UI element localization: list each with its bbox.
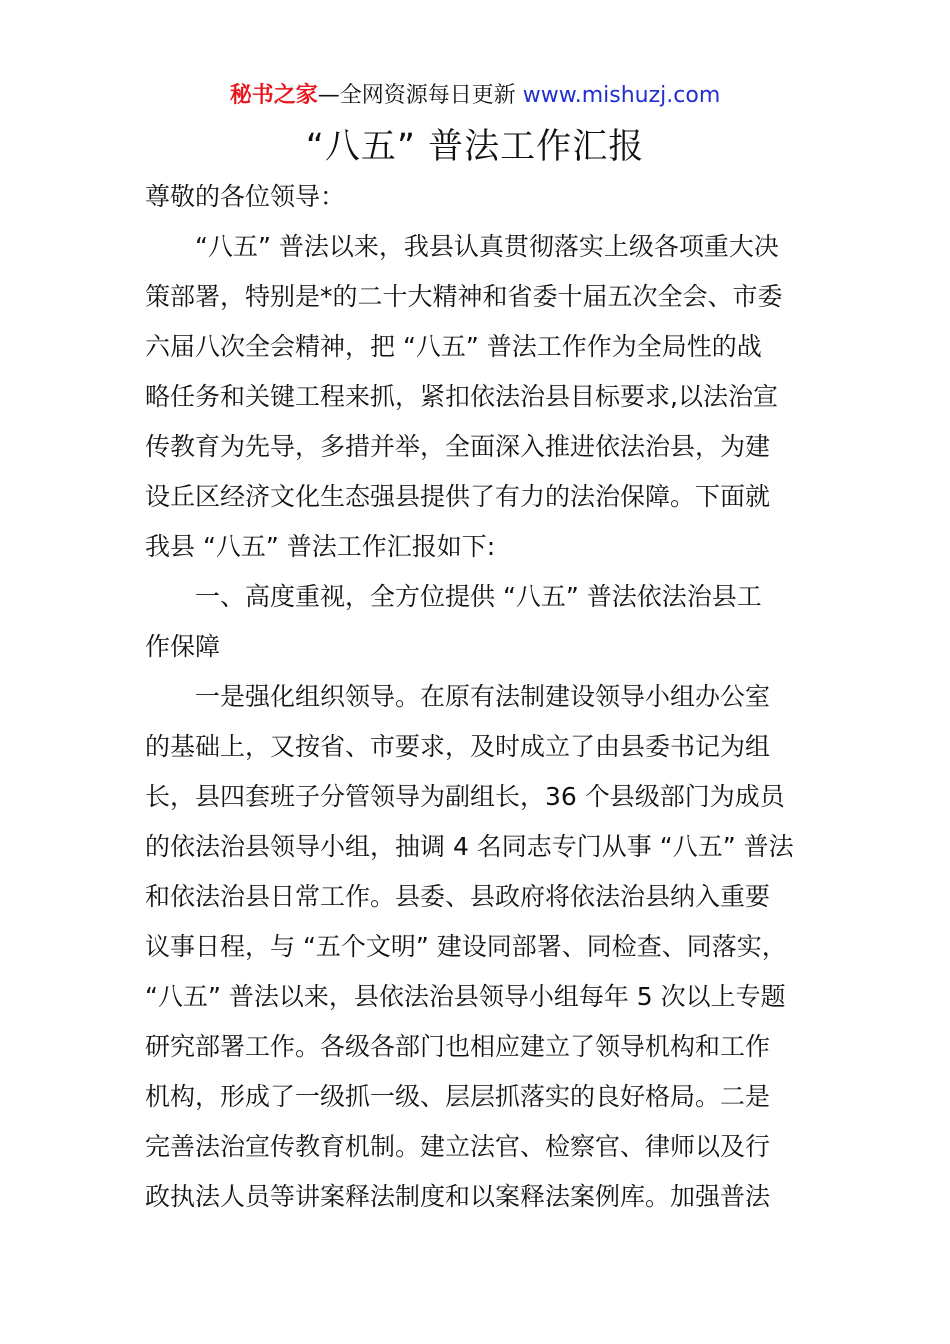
site-url-link[interactable]: www.mishuzj.com [522, 83, 721, 108]
brand-name: 秘书之家 [229, 83, 318, 108]
paragraph-line: 长，县四套班子分管领导为副组长，36 个县级部门为成员 [145, 782, 785, 811]
paragraph-line: 略任务和关键工程来抓，紧扣依法治县目标要求,以法治宣 [145, 382, 778, 411]
paragraph-line: 一是强化组织领导。在原有法制建设领导小组办公室 [195, 682, 771, 711]
header-tagline: —全网资源每日更新 [317, 83, 523, 108]
paragraph-line: 策部署，特别是*的二十大精神和省委十届五次全会、市委 [145, 282, 783, 311]
paragraph-line: 的基础上，又按省、市要求，及时成立了由县委书记为组 [145, 732, 771, 761]
site-header [0, 80, 950, 112]
paragraph-line: 我县 “八五” 普法工作汇报如下: [145, 532, 496, 561]
paragraph-line: 设丘区经济文化生态强县提供了有力的法治保障。下面就 [145, 482, 771, 511]
section-heading-line: 作保障 [145, 632, 221, 661]
paragraph-line: 议事日程，与 “五个文明” 建设同部署、同检查、同落实， [145, 932, 787, 961]
paragraph-line: 传教育为先导，多措并举，全面深入推进依法治县，为建 [145, 432, 771, 461]
section-heading-line: 一、高度重视，全方位提供 “八五” 普法依法治县工 [195, 582, 762, 611]
paragraph-line: 六届八次全会精神，把 “八五” 普法工作作为全局性的战 [145, 332, 762, 361]
paragraph-line: “八五” 普法以来，县依法治县领导小组每年 5 次以上专题 [145, 982, 786, 1011]
paragraph-line: 的依法治县领导小组，抽调 4 名同志专门从事 “八五” 普法 [145, 832, 794, 861]
paragraph-line: 研究部署工作。各级各部门也相应建立了领导机构和工作 [145, 1032, 771, 1061]
paragraph-line: 和依法治县日常工作。县委、县政府将依法治县纳入重要 [145, 882, 771, 911]
paragraph-line: 完善法治宣传教育机制。建立法官、检察官、律师以及行 [145, 1132, 771, 1161]
salutation-line: 尊敬的各位领导： [145, 182, 346, 211]
paragraph-line: 机构，形成了一级抓一级、层层抓落实的良好格局。二是 [145, 1082, 771, 1111]
document-title: “八五” 普法工作汇报 [305, 127, 645, 167]
paragraph-line: “八五” 普法以来，我县认真贯彻落实上级各项重大决 [195, 232, 779, 261]
paragraph-line: 政执法人员等讲案释法制度和以案释法案例库。加强普法 [145, 1182, 771, 1211]
document-body [145, 172, 807, 1222]
